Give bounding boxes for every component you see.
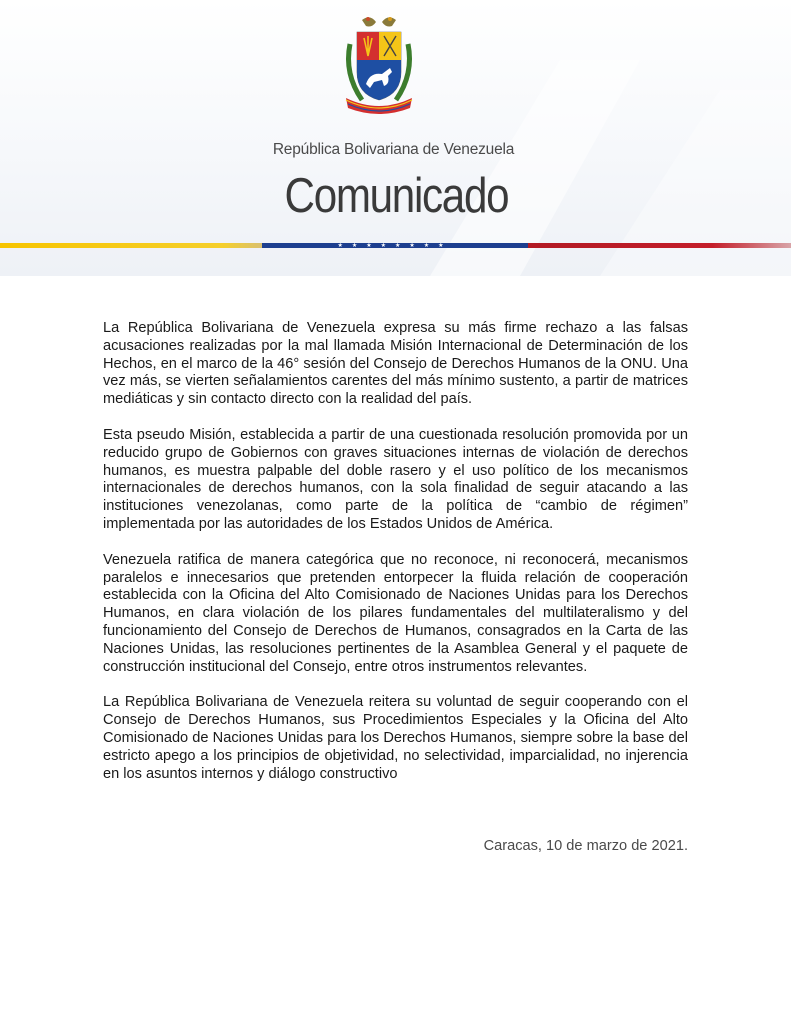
- letterhead: [0, 0, 791, 276]
- flag-stars-icon: ★★★★★★★★: [337, 242, 453, 249]
- flag-red-stripe: [528, 243, 791, 248]
- coat-of-arms-icon: [340, 14, 418, 118]
- flag-yellow-stripe: [0, 243, 262, 248]
- country-name: República Bolivariana de Venezuela: [272, 141, 515, 158]
- paragraph-2: Esta pseudo Misión, establecida a partir de una cuestionada resolución promovida por un reducido grupo de Gobiernos con graves situaciones internas de violación de derechos humanos, es muestra palpable del doble rasero y el uso político de los mecanismos internacionales de derechos humanos, con la sola finalidad de seguir atacando a las instituciones venezolanas, como parte de la política de “cambio de régimen” implementada por las autoridades de los Estados Unidos de América.: [103, 426, 688, 532]
- paragraph-1: La República Bolivariana de Venezuela expresa su más firme rechazo a las falsas acusaciones realizadas por la mal llamada Misión Internacional de Determinación de los Hechos, en el marco de la 46° sesión del Consejo de Derechos Humanos de la ONU. Una vez más, se vierten señalamientos carentes del más mínimo sustento, a partir de matrices mediáticas y sin contacto directo con la realidad del país.: [103, 320, 688, 408]
- paragraph-3: Venezuela ratifica de manera categórica que no reconoce, ni reconocerá, mecanismos paralelos e innecesarios que pretenden entorpecer la fluida relación de cooperación establecida con la Oficina del Alto Comisionado de Naciones Unidas para los Derechos Humanos, en clara violación de los pilares fundamentales del multilateralismo y del funcionamiento del Consejo de Derechos de Humanos, consagrados en la Carta de las Naciones Unidas, las resoluciones pertinentes de la Asamblea General y el paquete de construcción institucional del Consejo, entre otros instrumentos relevantes.: [103, 551, 688, 675]
- paragraph-4: La República Bolivariana de Venezuela reitera su voluntad de seguir cooperando con el Consejo de Derechos Humanos, sus Procedimientos Especiales y la Oficina del Alto Comisionado de Naciones Unidas para los Derechos Humanos, siempre sobre la base del estricto apego a los principios de objetividad, no selectividad, imparcialidad, no injerencia en los asuntos internos y diálogo constructivo: [103, 694, 688, 782]
- communique-body: [103, 320, 688, 801]
- place-and-date: Caracas, 10 de marzo de 2021.: [483, 838, 688, 854]
- page-title: Comunicado: [284, 169, 509, 223]
- flag-color-band: [0, 243, 791, 248]
- flag-blue-stripe: [262, 243, 528, 248]
